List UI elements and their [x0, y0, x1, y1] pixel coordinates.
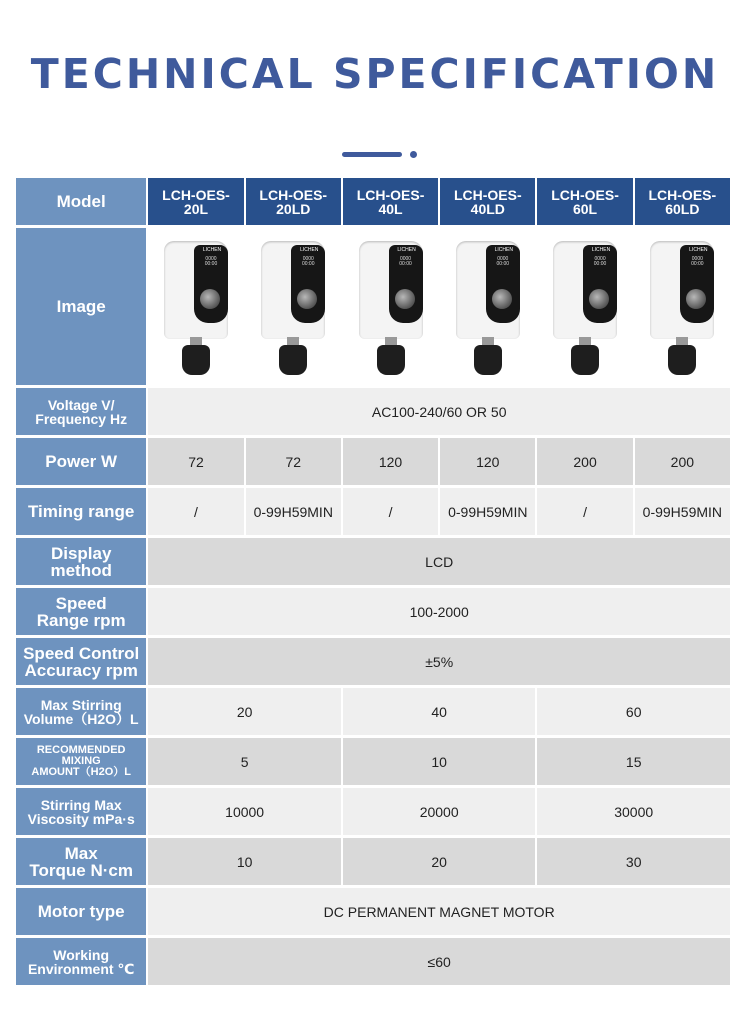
title-divider-bar — [342, 152, 402, 157]
power-value: 72 — [246, 438, 341, 485]
timing-value: / — [343, 488, 438, 535]
product-image: LICHEN 0000 00:00 — [452, 237, 524, 377]
table-row-timing — [16, 488, 730, 535]
power-value: 72 — [148, 438, 243, 485]
product-image-cell — [343, 228, 438, 385]
spec-table — [14, 175, 732, 988]
row-header-speed-accuracy: Speed Control Accuracy rpm — [16, 638, 146, 685]
table-row-image — [16, 228, 730, 385]
row-header-voltage: Voltage V/ Frequency Hz — [16, 388, 146, 435]
product-image-cell — [246, 228, 341, 385]
row-header-environment: Working Environment ℃ — [16, 938, 146, 985]
row-header-max-volume: Max Stirring Volume（H2O）L — [16, 688, 146, 735]
row-header-torque: Max Torque N·cm — [16, 838, 146, 885]
recommended-value: 15 — [537, 738, 730, 785]
product-image: LICHEN 0000 00:00 — [257, 237, 329, 377]
motor-value: DC PERMANENT MAGNET MOTOR — [148, 888, 730, 935]
speed-range-value: 100-2000 — [148, 588, 730, 635]
timing-value: / — [537, 488, 632, 535]
viscosity-value: 10000 — [148, 788, 341, 835]
table-row-power — [16, 438, 730, 485]
product-image-cell — [537, 228, 632, 385]
torque-value: 20 — [343, 838, 536, 885]
row-header-recommended: RECOMMENDED MIXING AMOUNT（H2O）L — [16, 738, 146, 785]
table-row-max-volume — [16, 688, 730, 735]
model-header-6: LCH-OES- 60LD — [635, 178, 730, 225]
table-row-model — [16, 178, 730, 225]
product-image: LICHEN 0000 00:00 — [355, 237, 427, 377]
recommended-value: 10 — [343, 738, 536, 785]
row-header-motor: Motor type — [16, 888, 146, 935]
model-header-4: LCH-OES- 40LD — [440, 178, 535, 225]
row-header-speed-range: Speed Range rpm — [16, 588, 146, 635]
max-volume-value: 60 — [537, 688, 730, 735]
power-value: 200 — [635, 438, 730, 485]
power-value: 200 — [537, 438, 632, 485]
timing-value: 0-99H59MIN — [246, 488, 341, 535]
row-header-model: Model — [16, 178, 146, 225]
table-row-speed-accuracy — [16, 638, 730, 685]
table-row-display — [16, 538, 730, 585]
timing-value: 0-99H59MIN — [635, 488, 730, 535]
table-row-recommended — [16, 738, 730, 785]
viscosity-value: 30000 — [537, 788, 730, 835]
voltage-value: AC100-240/60 OR 50 — [148, 388, 730, 435]
timing-value: / — [148, 488, 243, 535]
max-volume-value: 40 — [343, 688, 536, 735]
table-row-speed-range — [16, 588, 730, 635]
row-header-display: Display method — [16, 538, 146, 585]
power-value: 120 — [343, 438, 438, 485]
table-row-environment — [16, 938, 730, 985]
title-divider-dot — [410, 151, 417, 158]
model-header-5: LCH-OES- 60L — [537, 178, 632, 225]
row-header-timing: Timing range — [16, 488, 146, 535]
viscosity-value: 20000 — [343, 788, 536, 835]
timing-value: 0-99H59MIN — [440, 488, 535, 535]
product-image: LICHEN 0000 00:00 — [549, 237, 621, 377]
model-header-3: LCH-OES- 40L — [343, 178, 438, 225]
max-volume-value: 20 — [148, 688, 341, 735]
display-value: LCD — [148, 538, 730, 585]
power-value: 120 — [440, 438, 535, 485]
row-header-image: Image — [16, 228, 146, 385]
row-header-viscosity: Stirring Max Viscosity mPa·s — [16, 788, 146, 835]
speed-accuracy-value: ±5% — [148, 638, 730, 685]
page-title: TECHNICAL SPECIFICATION — [30, 50, 720, 98]
torque-value: 10 — [148, 838, 341, 885]
environment-value: ≤60 — [148, 938, 730, 985]
table-row-motor — [16, 888, 730, 935]
model-header-2: LCH-OES- 20LD — [246, 178, 341, 225]
table-row-voltage — [16, 388, 730, 435]
model-header-1: LCH-OES- 20L — [148, 178, 243, 225]
recommended-value: 5 — [148, 738, 341, 785]
product-image-cell — [440, 228, 535, 385]
product-image: LICHEN 0000 00:00 — [646, 237, 718, 377]
table-row-viscosity — [16, 788, 730, 835]
table-row-torque — [16, 838, 730, 885]
product-image-cell — [635, 228, 730, 385]
product-image: LICHEN 0000 00:00 — [160, 237, 232, 377]
row-header-power: Power W — [16, 438, 146, 485]
product-image-cell — [148, 228, 243, 385]
torque-value: 30 — [537, 838, 730, 885]
